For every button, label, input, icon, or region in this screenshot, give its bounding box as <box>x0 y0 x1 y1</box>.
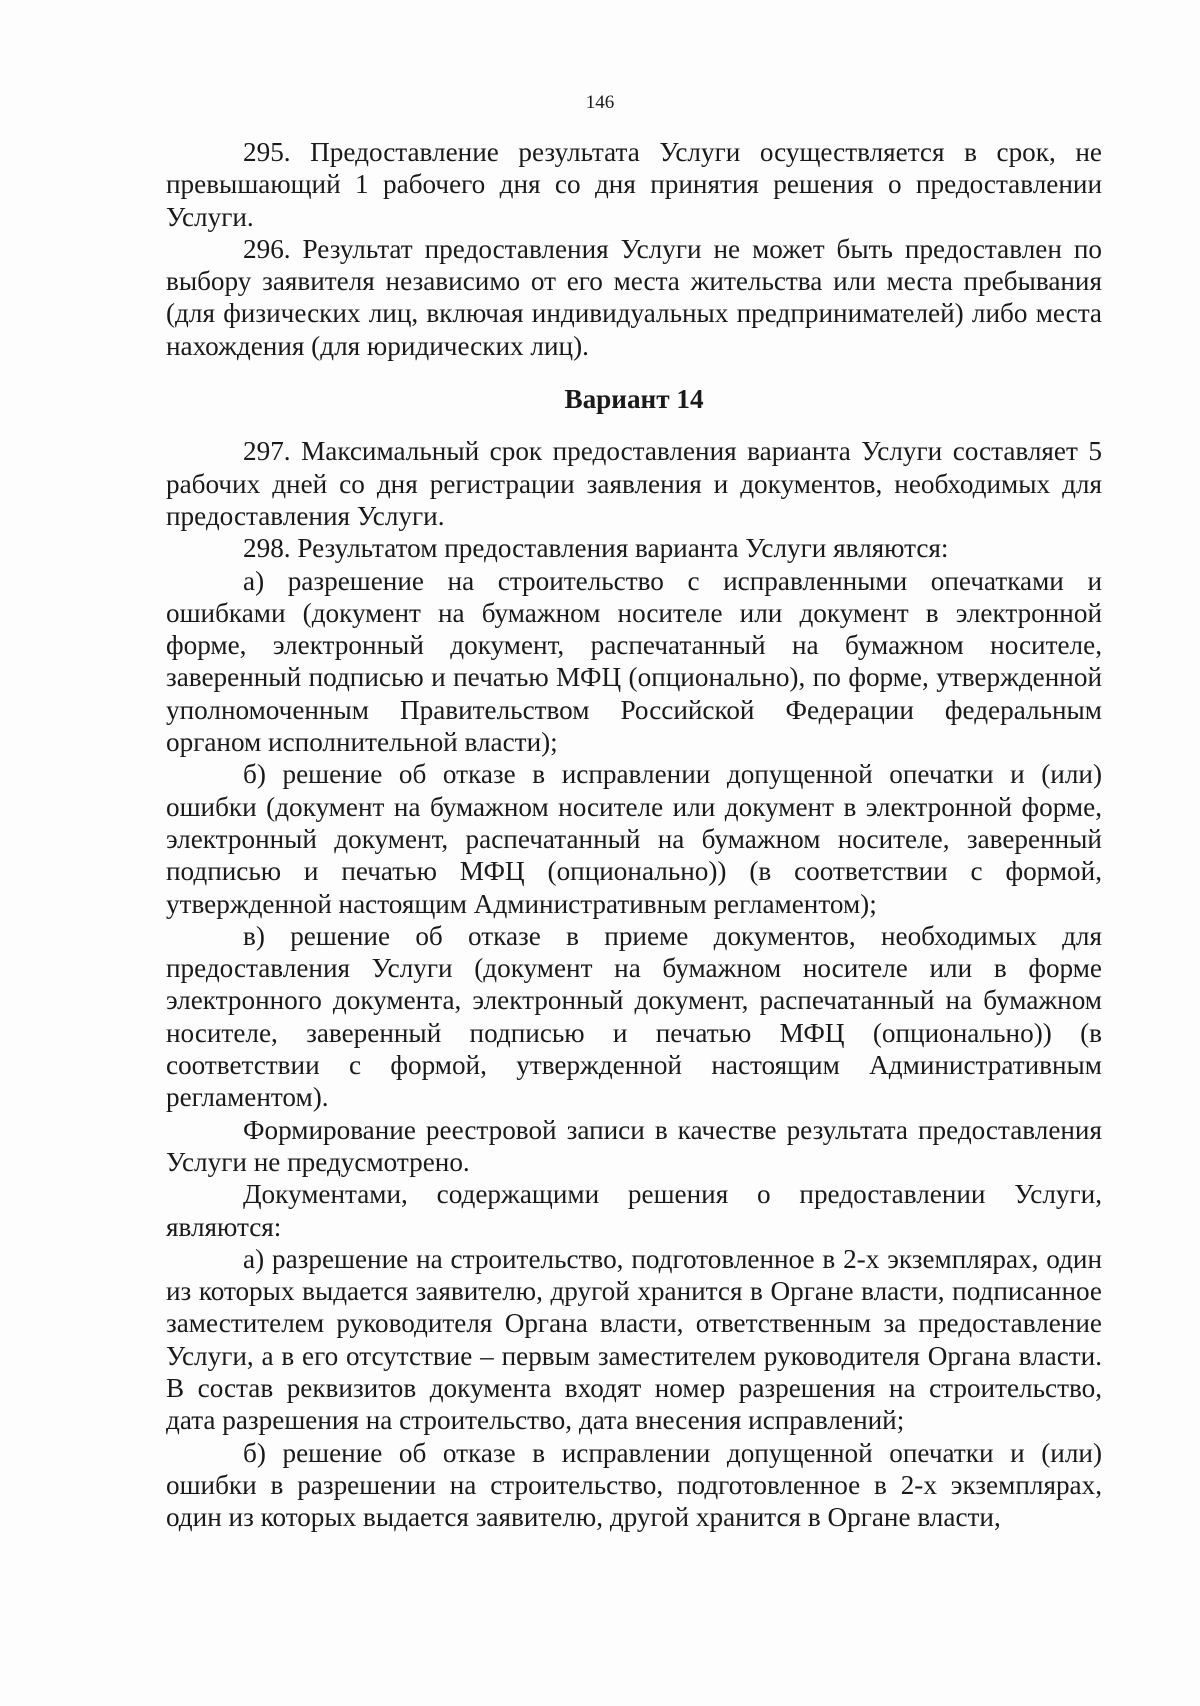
page-number: 146 <box>585 92 615 113</box>
list-item-a: а) разрешение на строительство с исправленными опечатками и ошибками (документ на бумажном носителе или документ в электронной форме, электронный документ, распечатанный на бумажном носителе, заверенный подписью и печатью МФЦ (опционально), по форме, утвержденной уполномоченным Правительством Российской Федерации федеральным органом исполнительной власти); <box>166 565 1102 758</box>
paragraph-298: 298. Результатом предоставления варианта Услуги являются: <box>243 533 949 564</box>
paragraph-295: 295. Предоставление результата Услуги осуществляется в срок, не превышающий 1 рабочего дня со дня принятия решения о предоставлении Услуги. <box>166 137 1102 232</box>
documents-item-b: б) решение об отказе в исправлении допущенной опечатки и (или) ошибки в разрешении на строительство, подготовленное в 2-х экземплярах, один из которых выдается заявителю, другой хранится в Органе власти, <box>166 1437 1102 1533</box>
list-item-b: б) решение об отказе в исправлении допущенной опечатки и (или) ошибки (документ на бумажном носителе или документ в электронной форме, электронный документ, распечатанный на бумажном носителе, заверенный подписью и печатью МФЦ (опционально)) (в соответствии с формой, утвержденной настоящим Административным регламентом); <box>166 759 1102 919</box>
paragraph-registry-note: Формирование реестровой записи в качестве результата предоставления Услуги не предусмотрено. <box>166 1114 1102 1177</box>
paragraph-297: 297. Максимальный срок предоставления варианта Услуги составляет 5 рабочих дней со дня регистрации заявления и документов, необходимых для предоставления Услуги. <box>166 436 1102 531</box>
document-body <box>166 136 1102 1533</box>
paragraph-296: 296. Результат предоставления Услуги не может быть предоставлен по выбору заявителя независимо от его места жительства или места пребывания (для физических лиц, включая индивидуальных предпринимателей) либо места нахождения (для юридических лиц). <box>166 233 1102 361</box>
documents-item-a: а) разрешение на строительство, подготовленное в 2-х экземплярах, один из которых выдается заявителю, другой хранится в Органе власти, подписанное заместителем руководителя Органа власти, ответственным за предоставление Услуги, а в его отсутствие – первым заместителем руководителя Органа власти. В состав реквизитов документа входят номер разрешения на строительство, дата разрешения на строительство, дата внесения исправлений; <box>166 1243 1102 1436</box>
section-heading: Вариант 14 <box>564 384 704 415</box>
list-item-v: в) решение об отказе в приеме документов, необходимых для предоставления Услуги (документ на бумажном носителе или в форме электронного документа, электронный документ, распечатанный на бумажном носителе, заверенный подписью и печатью МФЦ (опционально)) (в соответствии с формой, утвержденной настоящим Административным регламентом). <box>166 920 1102 1113</box>
paragraph-documents-intro: Документами, содержащими решения о предоставлении Услуги, являются: <box>166 1179 1102 1242</box>
